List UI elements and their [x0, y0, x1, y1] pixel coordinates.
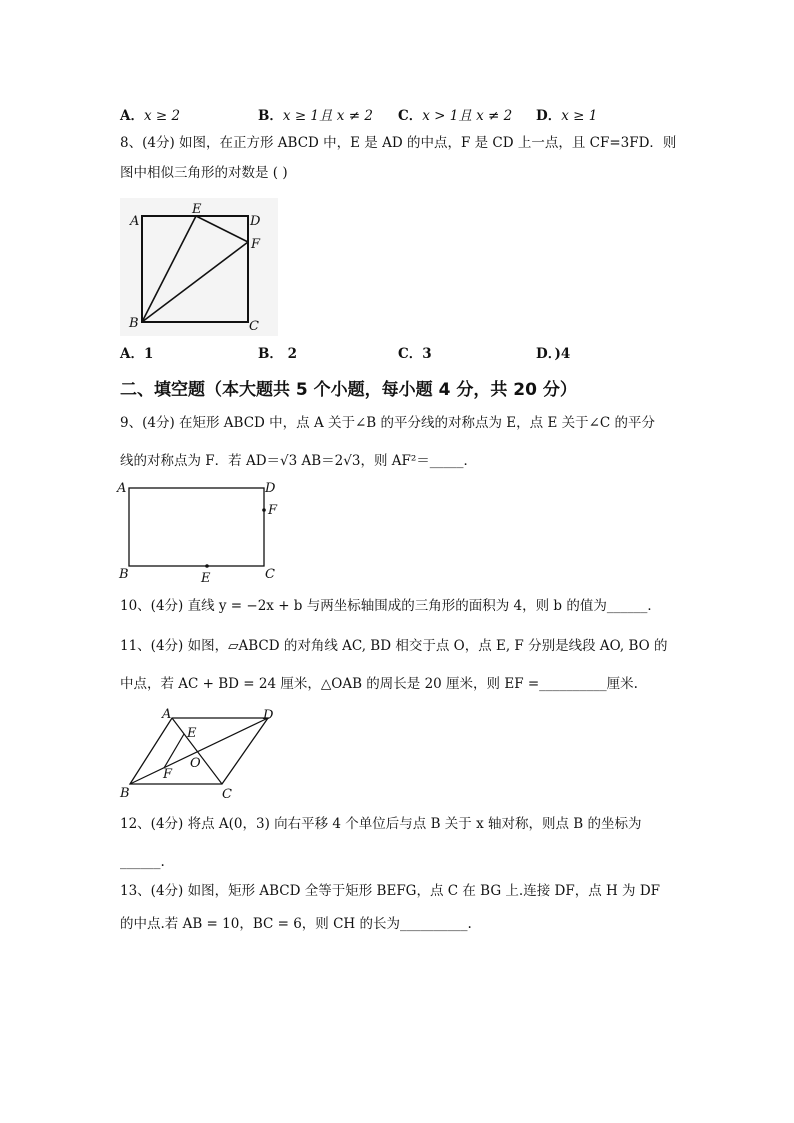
q9-label-d: D: [265, 481, 276, 496]
q11-label-c: C: [222, 787, 232, 802]
q7-option-c: C．x > 1且 x ≠ 2: [398, 108, 513, 124]
q11-label-o: O: [190, 756, 201, 771]
q13-text-line2: 的中点.若 AB = 10，BC = 6，则 CH 的长为__________.: [120, 916, 472, 932]
q9-point-e: [205, 564, 209, 568]
q9-text-line1: 9、(4分) 在矩形 ABCD 中，点 A 关于∠B 的平分线的对称点为 E，点 E 关于∠C 的平分: [120, 415, 656, 431]
q8-label-d: D: [250, 214, 261, 229]
q9-rectangle-figure: [115, 478, 285, 586]
q11-label-a: A: [162, 707, 172, 722]
q8-option-b: B． 2: [258, 346, 298, 362]
q7-option-a-text: x ≥ 2: [143, 108, 181, 124]
q11-label-e: E: [187, 726, 197, 741]
q8-option-c: C．3: [398, 346, 432, 362]
q9-label-c: C: [265, 567, 275, 582]
q11-text-line1: 11、(4分) 如图，▱ABCD 的对角线 AC, BD 相交于点 O，点 E, F 分别是线段 AO, BO 的: [120, 638, 668, 654]
q7-option-b-text: x ≥ 1且 x ≠ 2: [282, 108, 373, 124]
q9-label-e: E: [201, 571, 211, 586]
q8-label-b: B: [129, 316, 139, 331]
q11-parallelogram-figure: [118, 706, 288, 801]
q11-label-f: F: [163, 767, 173, 782]
q11-diagonal-ac: [172, 718, 222, 784]
q11-label-b: B: [120, 786, 130, 801]
q11-label-d: D: [263, 708, 274, 723]
section-heading-fill-in: 二、填空题（本大题共 5 个小题，每小题 4 分，共 20 分）: [120, 380, 577, 400]
q11-text-line2: 中点，若 AC + BD = 24 厘米，△OAB 的周长是 20 厘米，则 EF =__________厘米.: [120, 676, 638, 692]
q12-text-line1: 12、(4分) 将点 A(0，3) 向右平移 4 个单位后与点 B 关于 x 轴对称，则点 B 的坐标为: [120, 816, 642, 832]
q9-rectangle-abcd: [129, 488, 264, 566]
q9-text-line2: 线的对称点为 F．若 AD＝√3 AB＝2√3，则 AF²＝_____．: [120, 453, 478, 469]
q8-option-d: D．)4: [536, 346, 571, 362]
q9-label-a: A: [117, 481, 127, 496]
q8-label-f: F: [251, 237, 261, 252]
q8-option-a: A．1: [120, 346, 154, 362]
q10-text-line1: 10、(4分) 直线 y = −2x + b 与两坐标轴围成的三角形的面积为 4，则 b 的值为______．: [120, 598, 661, 614]
q7-option-d-text: x ≥ 1: [561, 108, 598, 124]
q8-square-figure: [120, 198, 280, 338]
q7-option-b: B．x ≥ 1且 x ≠ 2: [258, 108, 373, 124]
q8-text-line1: 8、(4分) 如图，在正方形 ABCD 中，E 是 AD 的中点，F 是 CD 上一点，且 CF=3FD．则: [120, 135, 677, 151]
q13-text-line1: 13、(4分) 如图，矩形 ABCD 全等于矩形 BEFG，点 C 在 BG 上.连接 DF，点 H 为 DF: [120, 883, 661, 899]
q8-label-a: A: [130, 214, 140, 229]
q9-point-f: [262, 508, 266, 512]
q7-option-d: D．x ≥ 1: [536, 108, 598, 124]
q8-label-e: E: [192, 202, 202, 217]
q12-text-line2: ______.: [120, 854, 165, 870]
q8-text-line2: 图中相似三角形的对数是 ( ): [120, 165, 288, 181]
q9-label-f: F: [268, 503, 278, 518]
q7-option-c-text: x > 1且 x ≠ 2: [422, 108, 513, 124]
q9-label-b: B: [119, 567, 129, 582]
q7-option-a: A．x ≥ 2: [120, 108, 181, 124]
q8-label-c: C: [249, 319, 259, 334]
